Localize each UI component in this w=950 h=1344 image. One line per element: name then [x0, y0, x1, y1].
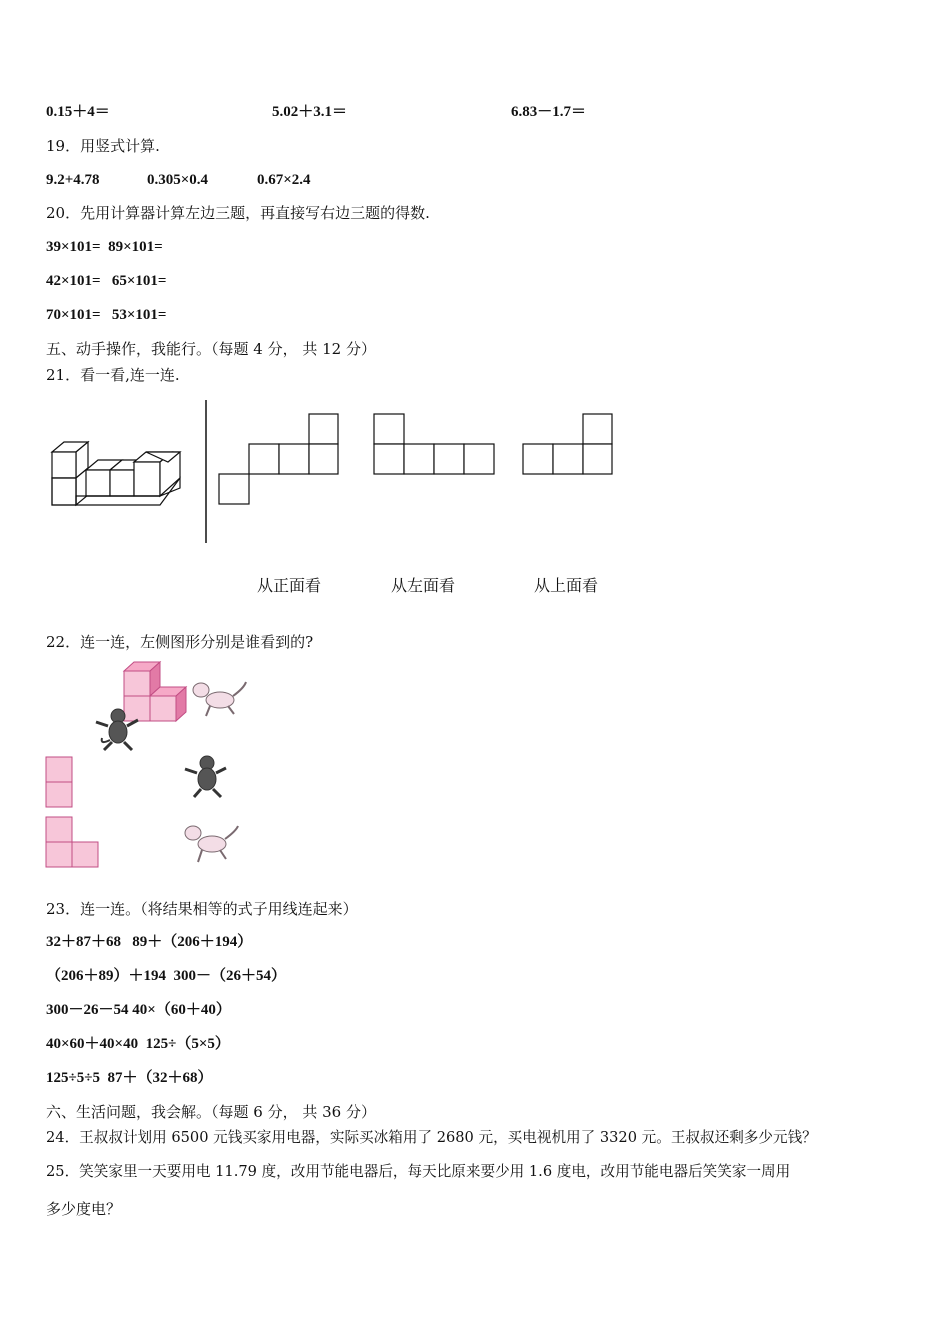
q23-row: [46, 1068, 212, 1088]
q23-row: [46, 932, 252, 952]
q19-item: 0.305×0.4: [147, 172, 209, 188]
q22-title: 22．连一连，左侧图形分别是谁看到的?: [46, 633, 314, 651]
view-shape-1: [219, 414, 338, 504]
monkey-illustration: [96, 709, 138, 750]
monkey-illustration: [185, 756, 226, 797]
q23-left: 300－26－54: [46, 1002, 129, 1018]
q19-title: 19．用竖式计算.: [46, 137, 160, 155]
q23-title: 23．连一连。（将结果相等的式子用线连起来）: [46, 900, 358, 918]
view-label-top: 从上面看: [534, 576, 599, 595]
q18-expression-1: 0.15＋4＝: [46, 104, 110, 120]
shape-a: [46, 757, 72, 807]
section-5-heading: 五、动手操作，我能行。（每题 4 分， 共 12 分）: [46, 340, 376, 358]
q18-expression-3: 6.83－1.7＝: [511, 104, 587, 120]
q18-expression-2: 5.02＋3.1＝: [272, 104, 348, 120]
view-label-left: 从左面看: [391, 576, 456, 595]
q20-left: 39×101=: [46, 239, 101, 255]
q20-title: 20．先用计算器计算左边三题，再直接写右边三题的得数.: [46, 204, 430, 222]
pink-cube-illustration: [124, 662, 186, 721]
q25-text-line2: 多少度电？: [46, 1200, 122, 1218]
q20-right: 89×101=: [108, 239, 163, 255]
dog-illustration: [185, 826, 238, 862]
cube-stack-illustration: [52, 442, 180, 505]
q23-left: 40×60＋40×40: [46, 1036, 139, 1052]
view-label-front: 从正面看: [257, 576, 322, 595]
view-shape-3: [523, 414, 612, 474]
q20-left: 70×101=: [46, 307, 101, 323]
q25-text-line1: 25．笑笑家里一天要用电 11.79 度，改用节能电器后，每天比原来要少用 1.6 度电，改用节能电器后笑笑家一周用: [46, 1163, 791, 1180]
q20-row: [46, 237, 163, 257]
q23-row: [46, 1034, 230, 1054]
q23-left: （206＋89）＋194: [46, 968, 167, 984]
q23-left: 32＋87＋68: [46, 934, 122, 950]
q19-items: [46, 170, 311, 190]
view-shape-2: [374, 414, 494, 474]
q19-item: 0.67×2.4: [257, 172, 311, 188]
q23-right: 40×（60＋40）: [132, 1002, 231, 1018]
q19-item: 9.2+4.78: [46, 172, 100, 188]
section-6-heading: 六、生活问题，我会解。（每题 6 分， 共 36 分）: [46, 1103, 376, 1121]
q23-row: [46, 966, 286, 986]
q23-row: [46, 1000, 231, 1020]
q20-right: 53×101=: [111, 307, 167, 323]
q23-right: 87＋（32＋68）: [107, 1070, 213, 1086]
q21-title: 21．看一看,连一连.: [46, 366, 180, 384]
q20-row: [46, 305, 166, 325]
q23-left: 125÷5÷5: [46, 1070, 100, 1086]
shape-b: [46, 817, 98, 867]
q24-text: 24．王叔叔计划用 6500 元钱买家用电器，实际买冰箱用了 2680 元，买电视机用了 3320 元。王叔叔还剩多少元钱？: [46, 1129, 817, 1146]
q23-right: 89＋（206＋194）: [132, 934, 253, 950]
q20-right: 65×101=: [111, 273, 167, 289]
dog-illustration: [193, 682, 246, 716]
q23-right: 125÷（5×5）: [145, 1036, 230, 1052]
q20-left: 42×101=: [46, 273, 101, 289]
q20-row: [46, 271, 166, 291]
q23-right: 300－（26＋54）: [173, 968, 287, 984]
